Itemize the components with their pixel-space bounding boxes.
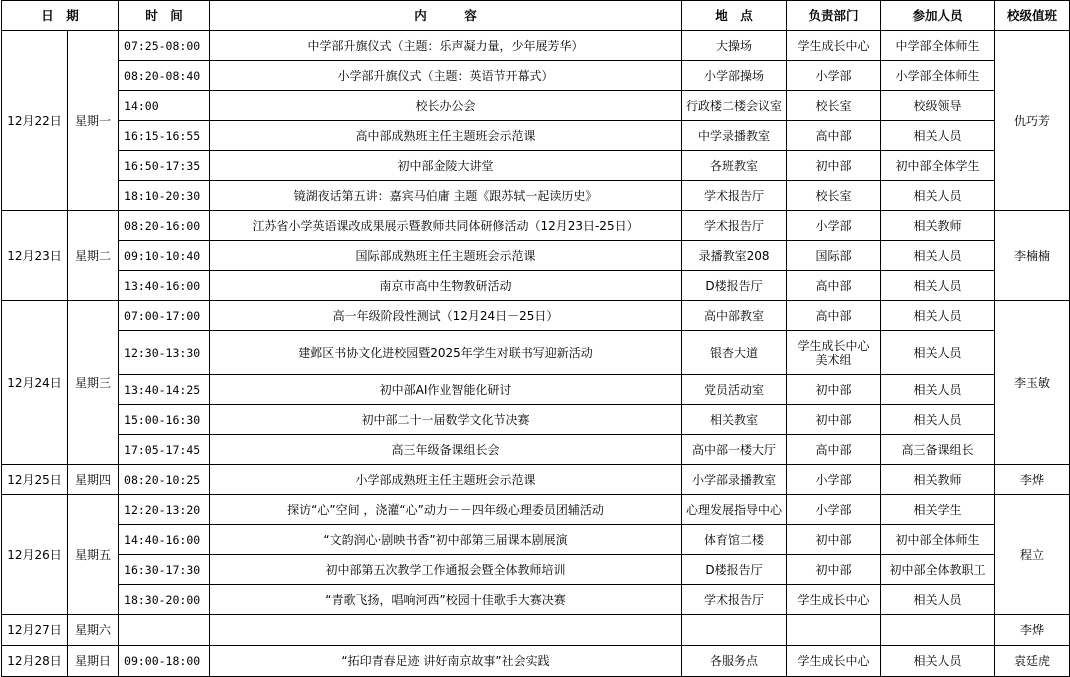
content-cell: 高三年级备课组长会: [210, 435, 682, 465]
participants-cell: 相关人员: [881, 375, 995, 405]
dept-cell: 初中部: [787, 151, 881, 181]
schedule-row: [2, 271, 1070, 301]
date-cell: 12月25日: [2, 465, 68, 495]
weekday-cell: 星期四: [68, 465, 119, 495]
time-cell: 12:20-13:20: [119, 495, 210, 525]
location-cell: 小学部录播教室: [682, 465, 787, 495]
header-duty: 校级值班: [995, 1, 1070, 31]
content-cell: “文韵润心·剧映书香”初中部第三届课本剧展演: [210, 525, 682, 555]
participants-cell: 初中部全体师生: [881, 525, 995, 555]
content-cell: 高中部成熟班主任主题班会示范课: [210, 121, 682, 151]
dept-cell: 小学部: [787, 211, 881, 241]
content-cell: 南京市高中生物教研活动: [210, 271, 682, 301]
schedule-row: [2, 405, 1070, 435]
duty-cell: 仇巧芳: [995, 31, 1070, 211]
content-cell: 初中部AI作业智能化研讨: [210, 375, 682, 405]
header-time: 时 间: [119, 1, 210, 31]
weekday-cell: 星期六: [68, 615, 119, 646]
header-date: 日 期: [2, 1, 119, 31]
participants-cell: 相关人员: [881, 271, 995, 301]
schedule-row: [2, 375, 1070, 405]
weekday-cell: 星期日: [68, 646, 119, 677]
weekday-cell: 星期一: [68, 31, 119, 211]
content-cell: 初中部金陵大讲堂: [210, 151, 682, 181]
dept-cell: 初中部: [787, 375, 881, 405]
schedule-row: [2, 61, 1070, 91]
duty-cell: 程立: [995, 495, 1070, 615]
location-cell: 党员活动室: [682, 375, 787, 405]
location-cell: 学术报告厅: [682, 211, 787, 241]
location-cell: 学术报告厅: [682, 585, 787, 615]
schedule-row: [2, 555, 1070, 585]
participants-cell: 相关人员: [881, 646, 995, 677]
participants-cell: [881, 615, 995, 646]
schedule-row: [2, 585, 1070, 615]
participants-cell: 初中部全体教职工: [881, 555, 995, 585]
content-cell: 初中部第五次教学工作通报会暨全体教师培训: [210, 555, 682, 585]
time-cell: 08:20-10:25: [119, 465, 210, 495]
time-cell: 15:00-16:30: [119, 405, 210, 435]
location-cell: [682, 615, 787, 646]
dept-cell: 高中部: [787, 301, 881, 331]
participants-cell: 小学部全体师生: [881, 61, 995, 91]
header-participants: 参加人员: [881, 1, 995, 31]
time-cell: 18:10-20:30: [119, 181, 210, 211]
location-cell: D楼报告厅: [682, 555, 787, 585]
dept-cell: 小学部: [787, 61, 881, 91]
schedule-row: [2, 151, 1070, 181]
header-dept: 负责部门: [787, 1, 881, 31]
location-cell: 各服务点: [682, 646, 787, 677]
dept-cell: 学生成长中心 美术组: [787, 331, 881, 375]
location-cell: 相关教室: [682, 405, 787, 435]
content-cell: 高一年级阶段性测试（12月24日－25日）: [210, 301, 682, 331]
content-cell: “拓印青春足迹 讲好南京故事”社会实践: [210, 646, 682, 677]
time-cell: [119, 615, 210, 646]
content-cell: 镜湖夜话第五讲：嘉宾马伯庸 主题《跟苏轼一起读历史》: [210, 181, 682, 211]
location-cell: 中学录播教室: [682, 121, 787, 151]
location-cell: 行政楼二楼会议室: [682, 91, 787, 121]
participants-cell: 高三备课组长: [881, 435, 995, 465]
dept-cell: 高中部: [787, 271, 881, 301]
date-cell: 12月28日: [2, 646, 68, 677]
location-cell: 高中部教室: [682, 301, 787, 331]
participants-cell: 相关人员: [881, 331, 995, 375]
dept-cell: 高中部: [787, 435, 881, 465]
location-cell: 银杏大道: [682, 331, 787, 375]
dept-cell: [787, 615, 881, 646]
participants-cell: 相关教师: [881, 465, 995, 495]
location-cell: 心理发展指导中心: [682, 495, 787, 525]
schedule-row: [2, 181, 1070, 211]
participants-cell: 中学部全体师生: [881, 31, 995, 61]
time-cell: 14:40-16:00: [119, 525, 210, 555]
location-cell: 各班教室: [682, 151, 787, 181]
participants-cell: 相关人员: [881, 241, 995, 271]
schedule-row: [2, 465, 1070, 495]
weekday-cell: 星期五: [68, 495, 119, 615]
dept-cell: 校长室: [787, 181, 881, 211]
dept-cell: 小学部: [787, 495, 881, 525]
schedule-row: [2, 331, 1070, 375]
header-content: 内 容: [210, 1, 682, 31]
location-cell: 学术报告厅: [682, 181, 787, 211]
location-cell: 体育馆二楼: [682, 525, 787, 555]
header-row: [2, 1, 1070, 31]
time-cell: 16:50-17:35: [119, 151, 210, 181]
schedule-row: [2, 646, 1070, 677]
schedule-row: [2, 31, 1070, 61]
duty-cell: 李楠楠: [995, 211, 1070, 301]
participants-cell: 校级领导: [881, 91, 995, 121]
schedule-row: [2, 615, 1070, 646]
time-cell: 08:20-16:00: [119, 211, 210, 241]
content-cell: 小学部升旗仪式（主题：英语节开幕式）: [210, 61, 682, 91]
dept-cell: 高中部: [787, 121, 881, 151]
location-cell: 小学部操场: [682, 61, 787, 91]
location-cell: 录播教室208: [682, 241, 787, 271]
location-cell: D楼报告厅: [682, 271, 787, 301]
time-cell: 12:30-13:30: [119, 331, 210, 375]
content-cell: 初中部二十一届数学文化节决赛: [210, 405, 682, 435]
participants-cell: 相关教师: [881, 211, 995, 241]
date-cell: 12月27日: [2, 615, 68, 646]
schedule-row: [2, 435, 1070, 465]
dept-cell: 小学部: [787, 465, 881, 495]
participants-cell: 相关学生: [881, 495, 995, 525]
schedule-row: [2, 495, 1070, 525]
content-cell: 校长办公会: [210, 91, 682, 121]
dept-cell: 初中部: [787, 525, 881, 555]
weekday-cell: 星期三: [68, 301, 119, 465]
schedule-row: [2, 91, 1070, 121]
schedule-table: [1, 0, 1070, 677]
dept-cell: 学生成长中心: [787, 31, 881, 61]
content-cell: [210, 615, 682, 646]
content-cell: 探访“心”空间 ，浇灌“心”动力－－四年级心理委员团辅活动: [210, 495, 682, 525]
content-cell: 小学部成熟班主任主题班会示范课: [210, 465, 682, 495]
dept-cell: 学生成长中心: [787, 585, 881, 615]
participants-cell: 相关人员: [881, 405, 995, 435]
schedule-body: [2, 31, 1070, 677]
dept-cell: 国际部: [787, 241, 881, 271]
content-cell: 江苏省小学英语课改成果展示暨教师共同体研修活动（12月23日-25日）: [210, 211, 682, 241]
content-cell: “青歌飞扬，唱响河西”校园十佳歌手大赛决赛: [210, 585, 682, 615]
dept-cell: 初中部: [787, 555, 881, 585]
dept-cell: 初中部: [787, 405, 881, 435]
schedule-row: [2, 121, 1070, 151]
time-cell: 17:05-17:45: [119, 435, 210, 465]
time-cell: 09:00-18:00: [119, 646, 210, 677]
participants-cell: 相关人员: [881, 585, 995, 615]
schedule-row: [2, 525, 1070, 555]
duty-cell: 袁廷虎: [995, 646, 1070, 677]
content-cell: 国际部成熟班主任主题班会示范课: [210, 241, 682, 271]
time-cell: 09:10-10:40: [119, 241, 210, 271]
dept-cell: 校长室: [787, 91, 881, 121]
location-cell: 大操场: [682, 31, 787, 61]
schedule-row: [2, 301, 1070, 331]
dept-cell: 学生成长中心: [787, 646, 881, 677]
header-location: 地 点: [682, 1, 787, 31]
participants-cell: 相关人员: [881, 301, 995, 331]
duty-cell: 李烨: [995, 465, 1070, 495]
time-cell: 07:00-17:00: [119, 301, 210, 331]
date-cell: 12月22日: [2, 31, 68, 211]
content-cell: 建邺区书协文化进校园暨2025年学生对联书写迎新活动: [210, 331, 682, 375]
time-cell: 14:00: [119, 91, 210, 121]
duty-cell: 李烨: [995, 615, 1070, 646]
schedule-row: [2, 241, 1070, 271]
time-cell: 13:40-14:25: [119, 375, 210, 405]
time-cell: 18:30-20:00: [119, 585, 210, 615]
date-cell: 12月23日: [2, 211, 68, 301]
time-cell: 16:15-16:55: [119, 121, 210, 151]
participants-cell: 相关人员: [881, 121, 995, 151]
participants-cell: 相关人员: [881, 181, 995, 211]
participants-cell: 初中部全体学生: [881, 151, 995, 181]
time-cell: 07:25-08:00: [119, 31, 210, 61]
weekday-cell: 星期二: [68, 211, 119, 301]
location-cell: 高中部一楼大厅: [682, 435, 787, 465]
content-cell: 中学部升旗仪式（主题：乐声凝力量，少年展芳华）: [210, 31, 682, 61]
time-cell: 16:30-17:30: [119, 555, 210, 585]
duty-cell: 李玉敏: [995, 301, 1070, 465]
time-cell: 08:20-08:40: [119, 61, 210, 91]
schedule-row: [2, 211, 1070, 241]
date-cell: 12月26日: [2, 495, 68, 615]
date-cell: 12月24日: [2, 301, 68, 465]
time-cell: 13:40-16:00: [119, 271, 210, 301]
